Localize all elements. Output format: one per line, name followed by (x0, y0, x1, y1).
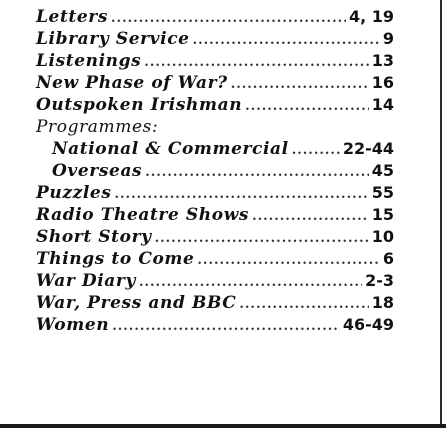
entry-page: 15 (371, 205, 394, 224)
dot-leader (111, 8, 346, 30)
dot-leader (193, 30, 380, 52)
index-entry-puzzles (36, 182, 394, 204)
entry-page: 45 (371, 161, 394, 180)
dot-leader (239, 294, 368, 316)
entry-title: Short Story (36, 227, 152, 247)
entry-title: Things to Come (36, 249, 195, 269)
entry-page: 16 (371, 73, 394, 92)
index-entry-radio-theatre-shows (36, 204, 394, 226)
index-entry-women (36, 314, 394, 336)
section-heading: Programmes: (36, 117, 159, 137)
index-entry-overseas (36, 160, 394, 182)
dot-leader (144, 52, 368, 74)
entry-page: 6 (382, 249, 394, 268)
entry-page: 10 (371, 227, 394, 246)
entry-title: Letters (36, 7, 109, 27)
dot-leader (139, 272, 362, 294)
right-border-rule (440, 0, 442, 426)
dot-leader (112, 316, 340, 338)
contents-index (36, 6, 394, 336)
index-entry-outspoken-irishman (36, 94, 394, 116)
entry-title: Listenings (36, 51, 142, 71)
index-entry-things-to-come (36, 248, 394, 270)
entry-title: New Phase of War? (36, 73, 228, 93)
dot-leader (145, 162, 369, 184)
dot-leader (231, 74, 369, 96)
dot-leader (155, 228, 369, 250)
entry-title: Outspoken Irishman (36, 95, 243, 115)
index-entry-library-service (36, 28, 394, 50)
programmes-heading (36, 116, 394, 138)
entry-title: Overseas (52, 161, 143, 181)
entry-page: 14 (371, 95, 394, 114)
entry-page: 55 (371, 183, 394, 202)
index-entry-listenings (36, 50, 394, 72)
entry-page: 18 (371, 293, 394, 312)
entry-title: National & Commercial (52, 139, 289, 159)
index-entry-war-diary (36, 270, 394, 292)
entry-title: War Diary (36, 271, 136, 291)
entry-title: Library Service (36, 29, 190, 49)
index-entry-short-story (36, 226, 394, 248)
dot-leader (115, 184, 369, 206)
entry-title: Women (36, 315, 110, 335)
entry-page: 2-3 (365, 271, 394, 290)
dot-leader (292, 140, 340, 162)
entry-page: 22-44 (342, 139, 394, 158)
dot-leader (197, 250, 379, 272)
entry-page: 4, 19 (348, 7, 394, 26)
entry-page: 46-49 (342, 315, 394, 334)
entry-page: 9 (382, 29, 394, 48)
entry-title: War, Press and BBC (36, 293, 237, 313)
index-entry-new-phase-of-war (36, 72, 394, 94)
dot-leader (245, 96, 369, 118)
index-entry-national-commercial (36, 138, 394, 160)
entry-title: Puzzles (36, 183, 112, 203)
index-entry-letters (36, 6, 394, 28)
dot-leader (252, 206, 369, 228)
entry-title: Radio Theatre Shows (36, 205, 250, 225)
entry-page: 13 (371, 51, 394, 70)
index-entry-war-press-bbc (36, 292, 394, 314)
bottom-border-rule (0, 424, 446, 428)
